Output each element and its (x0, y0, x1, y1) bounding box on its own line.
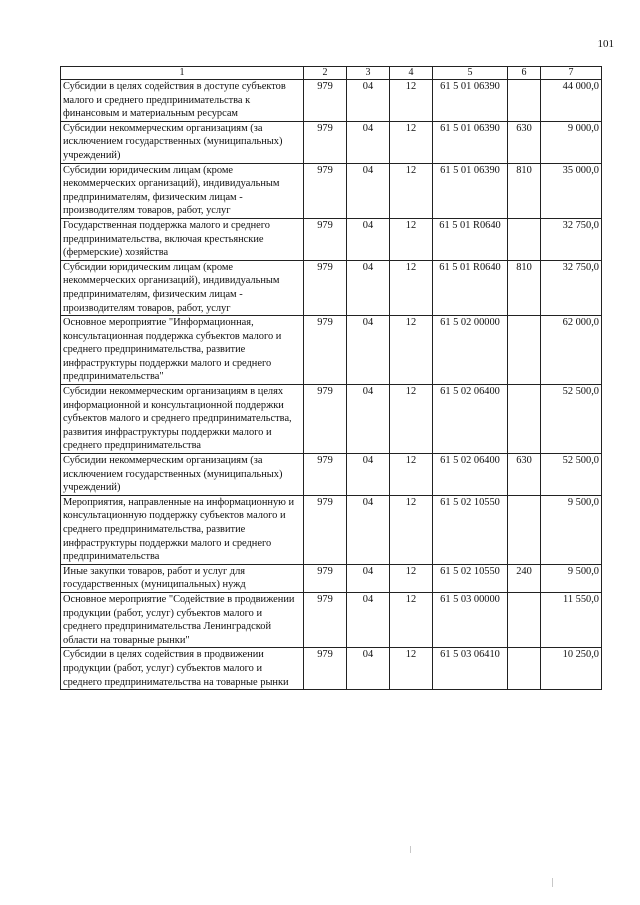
subsection-code: 12 (390, 564, 433, 592)
scan-artifact-mark (410, 846, 411, 853)
target-article-code: 61 5 01 R0640 (433, 218, 508, 260)
column-header-6: 6 (508, 67, 541, 80)
section-code: 04 (347, 385, 390, 454)
section-code: 04 (347, 260, 390, 315)
expense-type-code: 810 (508, 163, 541, 218)
amount: 9 500,0 (541, 564, 602, 592)
section-code: 04 (347, 316, 390, 385)
ministry-code: 979 (304, 495, 347, 564)
table-row (61, 564, 602, 592)
subsection-code: 12 (390, 121, 433, 163)
amount: 52 500,0 (541, 454, 602, 496)
ministry-code: 979 (304, 454, 347, 496)
subsection-code: 12 (390, 316, 433, 385)
ministry-code: 979 (304, 564, 347, 592)
expense-type-code: 630 (508, 121, 541, 163)
row-description: Государственная поддержка малого и среднего предпринимательства, включая крестьянские (фермерские) хозяйства (61, 218, 304, 260)
expense-type-code (508, 592, 541, 647)
table-row (61, 454, 602, 496)
row-description: Субсидии в целях содействия в доступе субъектов малого и среднего предпринимательства к финансовым и материальным ресурсам (61, 80, 304, 122)
table-row (61, 218, 602, 260)
table-row (61, 648, 602, 690)
column-header-4: 4 (390, 67, 433, 80)
row-description: Субсидии в целях содействия в продвижении продукции (работ, услуг) субъектов малого и среднего предпринимательства на товарные рынки (61, 648, 304, 690)
subsection-code: 12 (390, 385, 433, 454)
subsection-code: 12 (390, 80, 433, 122)
amount: 9 000,0 (541, 121, 602, 163)
subsection-code: 12 (390, 260, 433, 315)
amount: 62 000,0 (541, 316, 602, 385)
expense-type-code (508, 316, 541, 385)
row-description: Мероприятия, направленные на информационную и консультационную поддержку субъектов малого и среднего предпринимательства, развитие инфраструктуры поддержки малого и среднего предпринимательства (61, 495, 304, 564)
row-description: Субсидии юридическим лицам (кроме некоммерческих организаций), индивидуальным предпринимателям, физическим лицам - производителям товаров, работ, услуг (61, 163, 304, 218)
ministry-code: 979 (304, 592, 347, 647)
amount: 11 550,0 (541, 592, 602, 647)
table-row (61, 592, 602, 647)
column-header-2: 2 (304, 67, 347, 80)
row-description: Субсидии некоммерческим организациям (за исключением государственных (муниципальных) учреждений) (61, 121, 304, 163)
subsection-code: 12 (390, 218, 433, 260)
expense-type-code (508, 385, 541, 454)
section-code: 04 (347, 454, 390, 496)
table-row (61, 80, 602, 122)
ministry-code: 979 (304, 385, 347, 454)
row-description: Иные закупки товаров, работ и услуг для государственных (муниципальных) нужд (61, 564, 304, 592)
section-code: 04 (347, 592, 390, 647)
target-article-code: 61 5 01 R0640 (433, 260, 508, 315)
ministry-code: 979 (304, 648, 347, 690)
target-article-code: 61 5 02 06400 (433, 454, 508, 496)
amount: 44 000,0 (541, 80, 602, 122)
amount: 35 000,0 (541, 163, 602, 218)
row-description: Субсидии некоммерческим организациям (за исключением государственных (муниципальных) учреждений) (61, 454, 304, 496)
amount: 10 250,0 (541, 648, 602, 690)
amount: 52 500,0 (541, 385, 602, 454)
budget-table (60, 66, 602, 690)
expense-type-code: 810 (508, 260, 541, 315)
ministry-code: 979 (304, 163, 347, 218)
target-article-code: 61 5 02 00000 (433, 316, 508, 385)
subsection-code: 12 (390, 454, 433, 496)
table-row (61, 121, 602, 163)
expense-type-code: 630 (508, 454, 541, 496)
section-code: 04 (347, 564, 390, 592)
section-code: 04 (347, 648, 390, 690)
ministry-code: 979 (304, 316, 347, 385)
expense-type-code (508, 495, 541, 564)
target-article-code: 61 5 03 00000 (433, 592, 508, 647)
table-row (61, 260, 602, 315)
subsection-code: 12 (390, 495, 433, 564)
table-row (61, 385, 602, 454)
section-code: 04 (347, 163, 390, 218)
expense-type-code (508, 648, 541, 690)
subsection-code: 12 (390, 648, 433, 690)
table-header-row (61, 67, 602, 80)
target-article-code: 61 5 02 10550 (433, 564, 508, 592)
subsection-code: 12 (390, 163, 433, 218)
target-article-code: 61 5 02 10550 (433, 495, 508, 564)
target-article-code: 61 5 03 06410 (433, 648, 508, 690)
target-article-code: 61 5 01 06390 (433, 80, 508, 122)
table-row (61, 163, 602, 218)
amount: 32 750,0 (541, 218, 602, 260)
target-article-code: 61 5 01 06390 (433, 121, 508, 163)
row-description: Основное мероприятие "Содействие в продвижении продукции (работ, услуг) субъектов малого и среднего предпринимательства Ленинградской области на товарные рынки" (61, 592, 304, 647)
row-description: Субсидии некоммерческим организациям в целях информационной и консультационной поддержки субъектов малого и среднего предпринимательства, развития инфраструктуры поддержки малого и среднего предпринимательства (61, 385, 304, 454)
column-header-7: 7 (541, 67, 602, 80)
row-description: Субсидии юридическим лицам (кроме некоммерческих организаций), индивидуальным предпринимателям, физическим лицам - производителям товаров, работ, услуг (61, 260, 304, 315)
ministry-code: 979 (304, 121, 347, 163)
column-header-3: 3 (347, 67, 390, 80)
column-header-5: 5 (433, 67, 508, 80)
expense-type-code (508, 80, 541, 122)
expense-type-code (508, 218, 541, 260)
row-description: Основное мероприятие "Информационная, консультационная поддержка субъектов малого и среднего предпринимательства, развитие инфраструктуры поддержки малого и среднего предпринимательства" (61, 316, 304, 385)
section-code: 04 (347, 121, 390, 163)
ministry-code: 979 (304, 260, 347, 315)
expense-type-code: 240 (508, 564, 541, 592)
subsection-code: 12 (390, 592, 433, 647)
amount: 32 750,0 (541, 260, 602, 315)
target-article-code: 61 5 01 06390 (433, 163, 508, 218)
ministry-code: 979 (304, 80, 347, 122)
table-row (61, 495, 602, 564)
section-code: 04 (347, 495, 390, 564)
target-article-code: 61 5 02 06400 (433, 385, 508, 454)
section-code: 04 (347, 218, 390, 260)
page-number: 101 (597, 38, 614, 50)
section-code: 04 (347, 80, 390, 122)
scan-artifact-mark (552, 878, 553, 887)
table-row (61, 316, 602, 385)
ministry-code: 979 (304, 218, 347, 260)
amount: 9 500,0 (541, 495, 602, 564)
column-header-1: 1 (61, 67, 304, 80)
